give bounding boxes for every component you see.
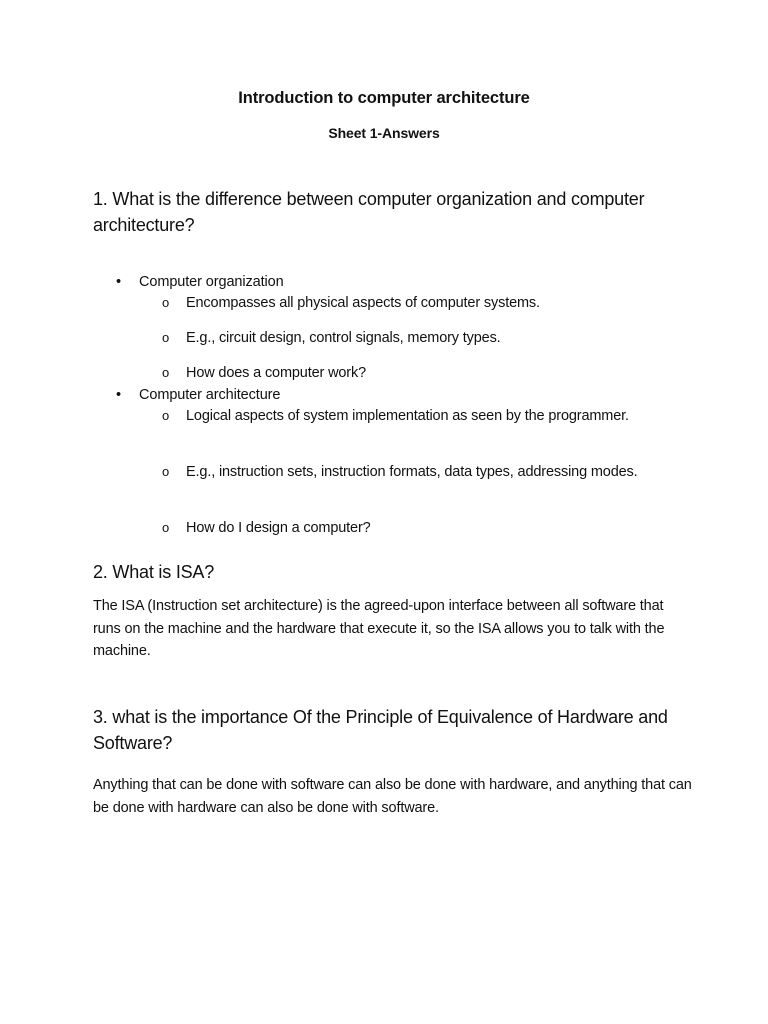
architecture-point-2: E.g., instruction sets, instruction formats, data types, addressing modes. (186, 464, 638, 480)
bullet-architecture-label: Computer architecture (139, 387, 281, 403)
sub-bullet-marker: o (162, 408, 170, 423)
architecture-point-1: Logical aspects of system implementation as seen by the programmer. (186, 408, 629, 424)
organization-point-1: Encompasses all physical aspects of computer systems. (186, 295, 540, 311)
answer-3: Anything that can be done with software can also be done with hardware, and anything that can be done with hardware can also be done with software. (93, 777, 692, 816)
bullet-organization-label: Computer organization (139, 274, 284, 290)
document-subtitle: Sheet 1-Answers (328, 125, 440, 141)
question-1: 1. What is the difference between computer organization and computer architecture? (93, 189, 645, 235)
sub-bullet-marker: o (162, 295, 170, 310)
sub-bullet-marker: o (162, 365, 170, 380)
bullet-marker: • (116, 274, 122, 290)
sub-bullet-marker: o (162, 520, 170, 535)
question-3: 3. what is the importance Of the Principle of Equivalence of Hardware and Software? (93, 707, 668, 753)
organization-point-2: E.g., circuit design, control signals, memory types. (186, 330, 501, 346)
bullet-marker: • (116, 387, 122, 403)
question-2: 2. What is ISA? (93, 562, 215, 582)
sub-bullet-marker: o (162, 330, 170, 345)
sub-bullet-marker: o (162, 464, 170, 479)
document-title: Introduction to computer architecture (238, 89, 530, 107)
answer-2: The ISA (Instruction set architecture) is the agreed-upon interface between all software that runs on the machine and the hardware that execute it, so the ISA allows you to talk with the machine. (93, 598, 665, 659)
organization-point-3: How does a computer work? (186, 365, 366, 381)
architecture-point-3: How do I design a computer? (186, 520, 371, 536)
